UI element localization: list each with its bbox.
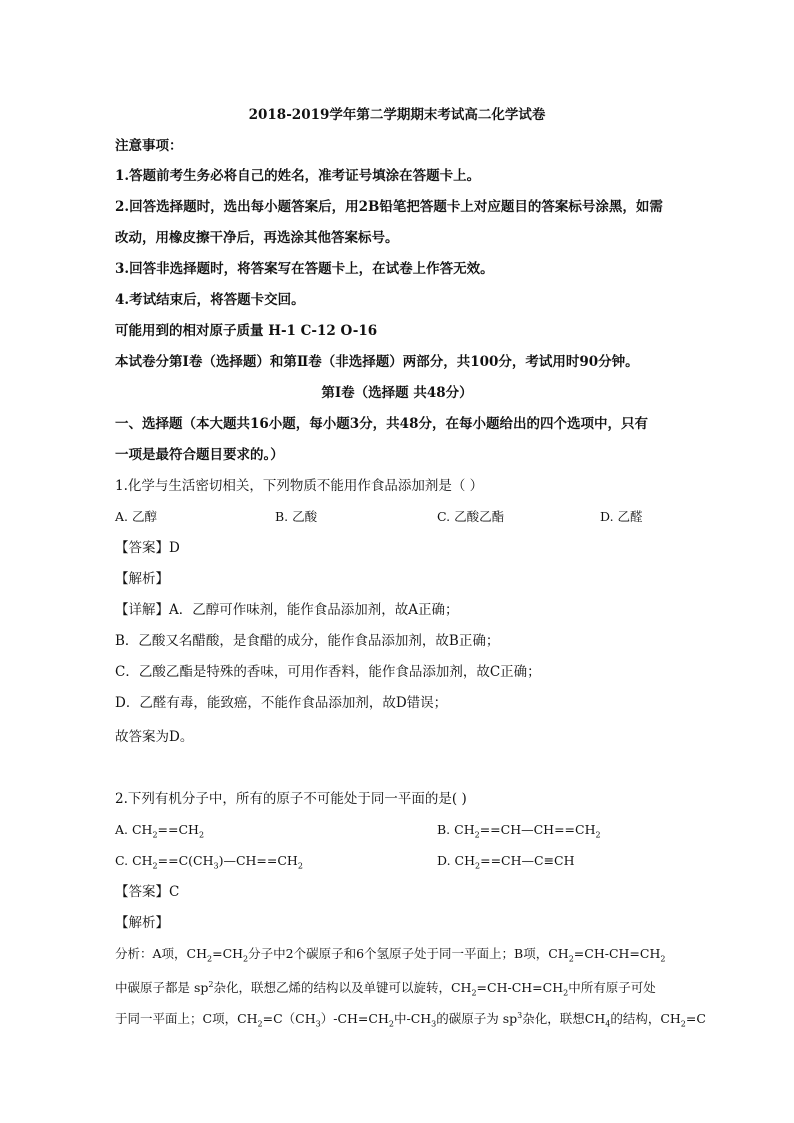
- q1-option-d: D. 乙醛: [600, 509, 643, 524]
- notice-item-2b: 改动，用橡皮擦干净后，再选涂其他答案标号。: [115, 230, 399, 246]
- q2-analysis-line-2: 中碳原子都是 $sp^2$杂化，联想乙烯的结构以及单键可以旋转，$CH_2=CH-CH=CH_2$中所有原子可处: [115, 980, 656, 998]
- section-title: 第Ⅰ卷（选择题 共48分）: [321, 385, 473, 401]
- q1-option-a: A. 乙醇: [115, 509, 157, 524]
- atomic-mass-line: 可能用到的相对原子质量 H-1 C-12 O-16: [115, 323, 378, 339]
- q2-option-d: D. $CH_2==CH—C\equiv CH$: [437, 853, 575, 871]
- q1-detail-4: D．乙醛有毒，能致癌，不能作食品添加剂，故D错误；: [115, 695, 448, 711]
- q2-stem: 2.下列有机分子中，所有的原子不可能处于同一平面的是( ): [115, 791, 467, 807]
- q2-option-b: B. $CH_2==CH—CH==CH_2$: [437, 822, 601, 840]
- q1-detail-1: 【详解】A．乙醇可作味剂，能作食品添加剂，故A正确；: [115, 602, 459, 618]
- q1-detail-3: C．乙酸乙酯是特殊的香味，可用作香料，能作食品添加剂，故C正确；: [115, 664, 541, 680]
- q1-conclusion: 故答案为D。: [115, 729, 194, 745]
- q2-analysis-label: 【解析】: [115, 915, 169, 931]
- paper-info-line: 本试卷分第Ⅰ卷（选择题）和第Ⅱ卷（非选择题）两部分，共100分，考试用时90分钟。: [115, 354, 639, 370]
- notice-item-2a: 2.回答选择题时，选出每小题答案后，用2B铅笔把答题卡上对应题目的答案标号涂黑，如需: [115, 199, 663, 215]
- q1-option-c: C. 乙酸乙酯: [437, 509, 505, 524]
- notice-item-4: 4.考试结束后，将答题卡交回。: [115, 292, 305, 308]
- q1-detail-2: B．乙酸又名醋酸，是食醋的成分，能作食品添加剂，故B正确；: [115, 633, 500, 649]
- notice-heading: 注意事项：: [115, 138, 183, 154]
- q2-option-c: C. $CH_2==C(CH_3)—CH==CH_2$: [115, 853, 303, 871]
- q2-answer: 【答案】C: [115, 884, 180, 900]
- q1-analysis-label: 【解析】: [115, 571, 169, 587]
- notice-item-1: 1.答题前考生务必将自己的姓名，准考证号填涂在答题卡上。: [115, 168, 481, 184]
- notice-item-3: 3.回答非选择题时，将答案写在答题卡上，在试卷上作答无效。: [115, 261, 494, 277]
- page-title: 2018-2019学年第二学期期末考试高二化学试卷: [248, 107, 546, 123]
- q1-stem: 1.化学与生活密切相关，下列物质不能用作食品添加剂是（ ）: [115, 478, 484, 494]
- q2-analysis-line-1: 分析：A项，$CH_2=CH_2$分子中2个碳原子和6个氢原子处于同一平面上；B项，$CH_2=CH-CH=CH_2$: [115, 946, 666, 964]
- q2-option-a: A. $CH_2==CH_2$: [115, 822, 205, 840]
- q1-option-b: B. 乙酸: [275, 509, 318, 524]
- section-desc-b: 一项是最符合题目要求的。）: [115, 447, 284, 463]
- q2-analysis-line-3: 于同一平面上；C项，$CH_2=C(CH_3)-CH=CH_2$中$-CH_3$的碳原子为 $sp^3$杂化，联想$CH_4$的结构，$CH_2=C$: [115, 1011, 706, 1029]
- q1-answer: 【答案】D: [115, 540, 180, 556]
- section-desc-a: 一、选择题（本大题共16小题，每小题3分，共48分，在每小题给出的四个选项中，只有: [115, 416, 648, 432]
